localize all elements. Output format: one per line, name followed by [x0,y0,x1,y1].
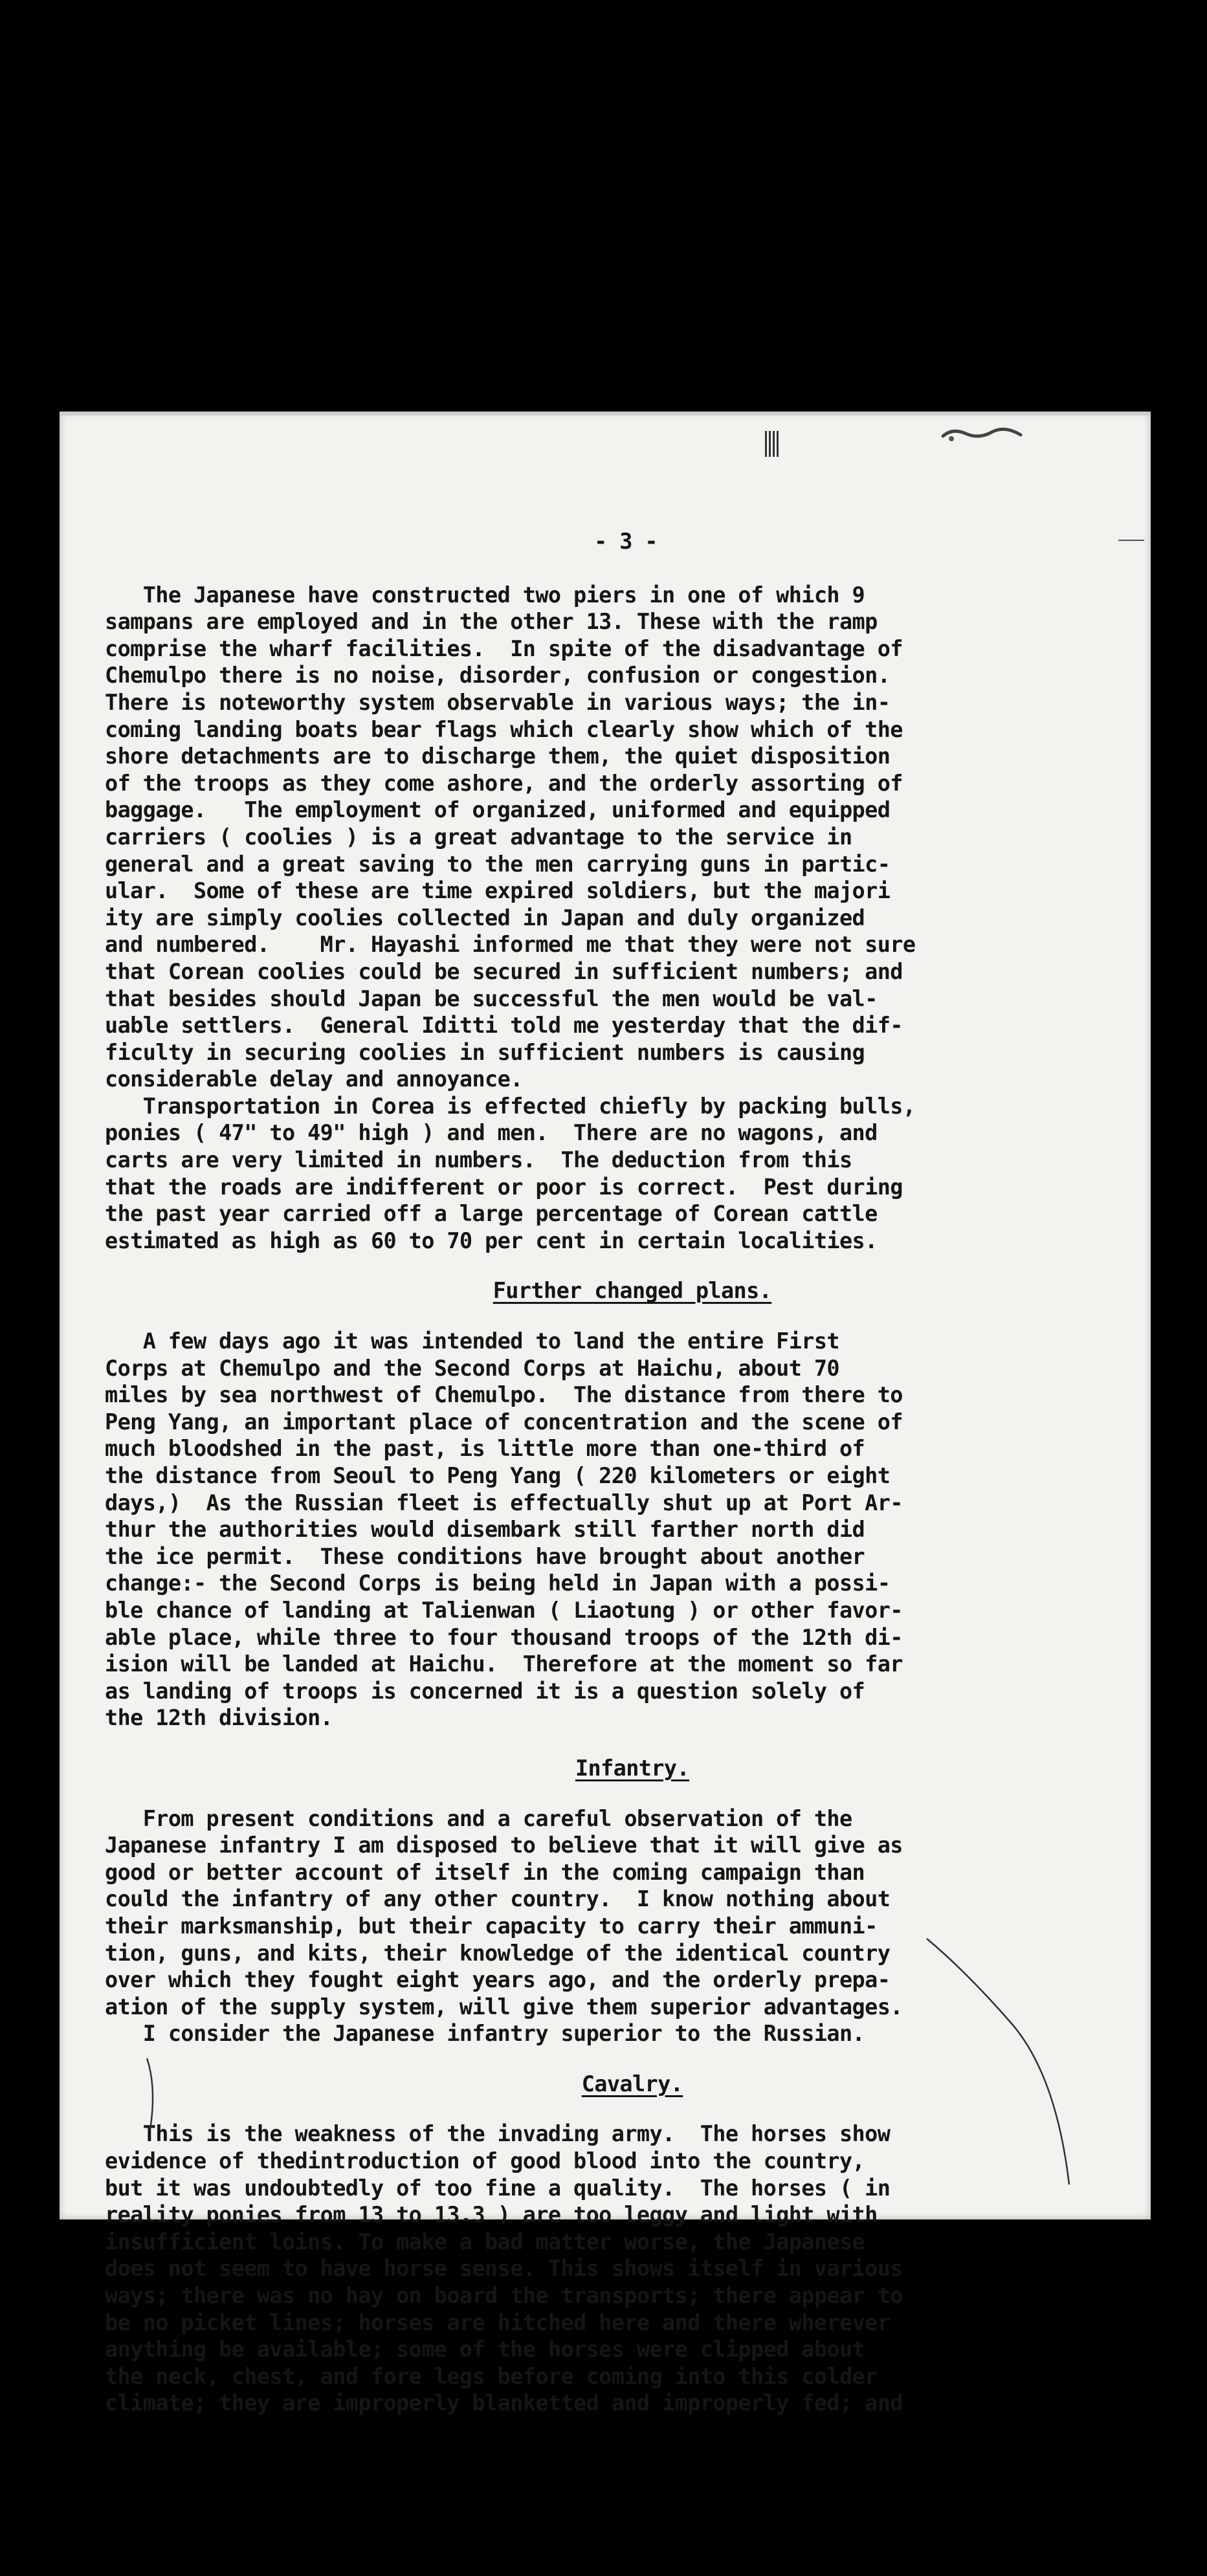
paragraph-transportation [105,1093,1121,1255]
text-line: anything be available; some of the horses were clipped about [105,2337,865,2362]
text-line: be no picket lines; horses are hitched here and there wherever [105,2309,891,2335]
paragraph-cavalry [105,2120,1121,2417]
text-line: ble chance of landing at Talienwan ( Liaotung ) or other favor- [105,1597,903,1623]
text-line: uable settlers. General Iditti told me yesterday that the dif- [105,1013,903,1039]
text-line: ision will be landed at Haichu. Therefore at the moment so far [105,1651,903,1677]
text-line: baggage. The employment of organized, uniformed and equipped [105,797,891,823]
text-line: evidence of thedintroduction of good blood into the country, [105,2148,865,2174]
text-line: days,) As the Russian fleet is effectually shut up at Port Ar- [105,1490,903,1515]
text-line: considerable delay and annoyance. [105,1066,523,1092]
text-line: ular. Some of these are time expired soldiers, but the majori [105,878,891,904]
text-line: reality ponies from 13 to 13.3 ) are too leggy and light with [105,2202,878,2228]
binding-hole-mark [765,431,791,457]
page-top-edge [60,412,1151,415]
text-line: Chemulpo there is no noise, disorder, confusion or congestion. [105,663,891,688]
text-line: Peng Yang, an important place of concentration and the scene of [105,1409,903,1435]
paragraph-changed-plans [105,1328,1121,1732]
heading-infantry: Infantry. [575,1755,690,1781]
ink-smudge [940,424,1024,444]
paragraph-infantry [105,1805,1121,2047]
text-line: of the troops as they come ashore, and the orderly assorting of [105,770,903,796]
text-line: the distance from Seoul to Peng Yang ( 220 kilometers or eight [105,1463,891,1488]
text-line: and numbered. Mr. Hayashi informed me that they were not sure [105,932,916,958]
heading-further-changed-plans: Further changed plans. [493,1278,772,1304]
text-line: that the roads are indifferent or poor is correct. Pest during [105,1174,903,1200]
heading-cavalry: Cavalry. [581,2071,683,2097]
text-line: Transportation in Corea is effected chiefly by packing bulls, [105,1093,916,1119]
document-page [60,412,1151,2416]
text-line: miles by sea northwest of Chemulpo. The distance from there to [105,1382,903,1408]
text-line: that besides should Japan be successful the men would be val- [105,985,878,1011]
page-number: - 3 - [594,529,658,554]
text-line: thur the authorities would disembark still farther north did [105,1517,865,1543]
text-line: There is noteworthy system observable in various ways; the in- [105,689,891,715]
text-line: ponies ( 47" to 49" high ) and men. There are no wagons, and [105,1120,878,1146]
text-line: ity are simply coolies collected in Japan and duly organized [105,905,865,930]
text-line: ways; there was no hay on board the transports; there appear to [105,2283,903,2309]
text-line: carts are very limited in numbers. The deduction from this [105,1147,852,1173]
text-line: estimated as high as 60 to 70 per cent in certain localities. [105,1227,878,1253]
margin-mark [1118,540,1144,541]
text-line: good or better account of itself in the coming campaign than [105,1859,865,1885]
text-line: Corps at Chemulpo and the Second Corps at Haichu, about 70 [105,1355,839,1381]
text-line: change:- the Second Corps is being held in Japan with a possi- [105,1570,891,1596]
text-line: the ice permit. These conditions have brought about another [105,1543,865,1569]
text-line: comprise the wharf facilities. In spite of the disadvantage of [105,635,903,661]
text-line: ation of the supply system, will give them superior advantages. [105,1994,903,2020]
text-line: much bloodshed in the past, is little more than one-third of [105,1436,865,1462]
text-line: their marksmanship, but their capacity to carry their ammuni- [105,1913,878,1939]
document-body [105,528,1121,2417]
text-line: shore detachments are to discharge them, the quiet disposition [105,743,891,769]
text-line: carriers ( coolies ) is a great advantage to the service in [105,824,852,850]
text-line: as landing of troops is concerned it is a question solely of [105,1678,865,1704]
text-line: insufficient loins. To make a bad matter worse, the Japanese [105,2229,865,2254]
paragraph-piers [105,582,1121,1093]
text-line: A few days ago it was intended to land the entire First [105,1328,839,1354]
text-line: Japanese infantry I am disposed to believe that it will give as [105,1833,903,1858]
text-line: over which they fought eight years ago, and the orderly prepa- [105,1967,891,1993]
text-line: could the infantry of any other country. I know nothing about [105,1886,891,1912]
text-line: the neck, chest, and fore legs before coming into this colder [105,2363,878,2389]
text-line: This is the weakness of the invading army. The horses show [105,2121,891,2147]
text-line: I consider the Japanese infantry superior to the Russian. [105,2021,865,2047]
text-line: does not seem to have horse sense. This shows itself in various [105,2256,903,2282]
text-line: sampans are employed and in the other 13. These with the ramp [105,609,878,635]
text-line: From present conditions and a careful observation of the [105,1805,852,1831]
text-line: tion, guns, and kits, their knowledge of the identical country [105,1940,891,1966]
text-line: but it was undoubtedly of too fine a quality. The horses ( in [105,2175,891,2201]
text-line: the past year carried off a large percentage of Corean cattle [105,1201,878,1227]
text-line: climate; they are improperly blanketted and improperly fed; and [105,2390,903,2416]
text-line: that Corean coolies could be secured in sufficient numbers; and [105,958,903,984]
text-line: general and a great saving to the men carrying guns in partic- [105,851,891,877]
text-line: ficulty in securing coolies in sufficient numbers is causing [105,1039,865,1065]
text-line: coming landing boats bear flags which clearly show which of the [105,716,903,742]
text-line: able place, while three to four thousand troops of the 12th di- [105,1624,903,1650]
text-line: the 12th division. [105,1705,333,1731]
text-line: The Japanese have constructed two piers in one of which 9 [105,582,865,608]
